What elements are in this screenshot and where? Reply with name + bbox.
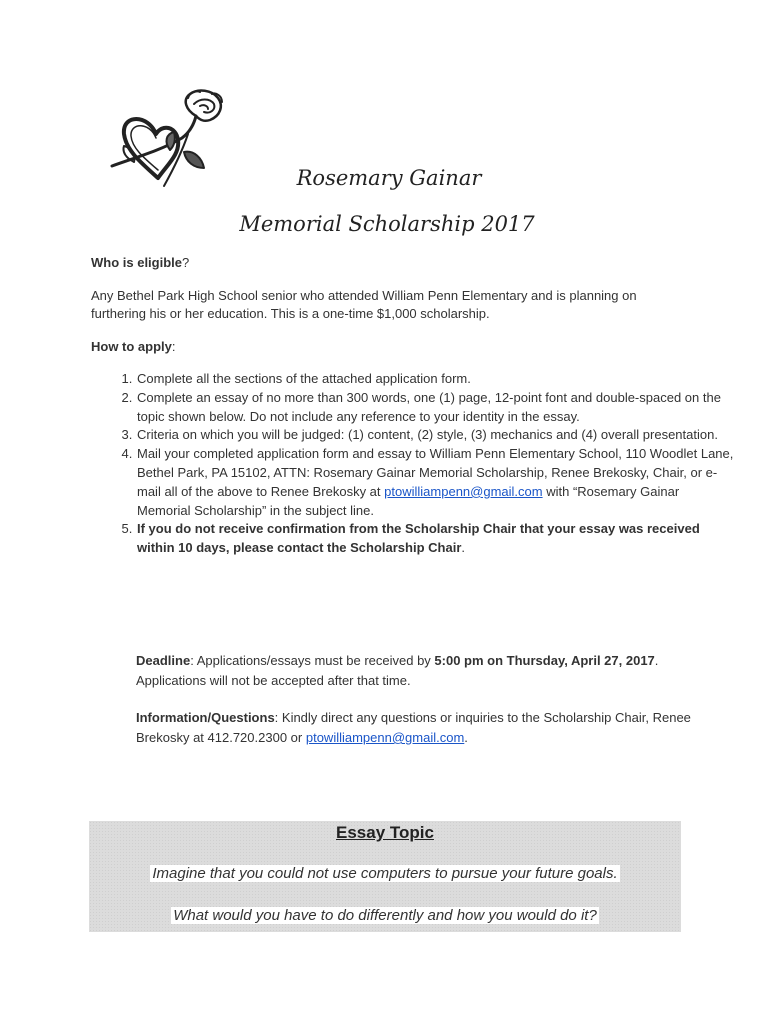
title-line-1: Rosemary Gainar <box>296 166 482 190</box>
step4-email-link[interactable]: ptowilliampenn@gmail.com <box>384 483 543 499</box>
information-label: Information/Questions <box>136 710 275 725</box>
deadline-date: 5:00 pm on Thursday, April 27, 2017 <box>434 653 655 668</box>
apply-heading-punct: : <box>171 339 176 354</box>
apply-step-5 <box>136 520 736 558</box>
apply-heading-text: How to apply <box>91 339 172 354</box>
apply-heading <box>91 338 691 356</box>
apply-step-4-tail: with “Rosemary Gainar Memorial Scholarship” in the subject line. <box>137 483 680 518</box>
eligibility-heading-text: Who is eligible <box>91 255 183 270</box>
essay-topic-line-1 <box>89 865 681 882</box>
deadline-paragraph <box>136 651 692 691</box>
apply-step-4-text: Mail your completed application form and essay to William Penn Elementary School, 110 Woodlet Lane, Bethel Park, PA 15102, ATTN: Rosemary Gainar Memorial Scholarship, Renee Brekosky, Chair, or e-mail all of the above to Renee Brekosky at <box>137 446 734 499</box>
apply-steps-list <box>91 370 736 558</box>
apply-step-5-bold: If you do not receive confirmation from the Scholarship Chair that your essay was received within 10 days, please contact the Scholarship Chair <box>137 521 700 556</box>
apply-step-4 <box>136 445 736 520</box>
deadline-label: Deadline <box>136 653 191 668</box>
title-line-2: Memorial Scholarship 2017 <box>239 212 535 236</box>
essay-line-1-text: Imagine that you could not use computers to pursue your future goals. <box>152 865 618 882</box>
information-text: : Kindly direct any questions or inquiries to the Scholarship Chair, Renee Brekosky at 412.720.2300 or <box>136 710 691 745</box>
apply-step-5-punct: . <box>461 540 465 556</box>
apply-step-1: 1. Complete all the sections of the attached application form. <box>136 370 736 389</box>
eligibility-heading <box>91 254 691 272</box>
apply-step-3: 3. Criteria on which you will be judged: (1) content, (2) style, (3) mechanics and (4) overall presentation. <box>136 426 736 445</box>
information-paragraph <box>136 708 692 748</box>
information-email-link[interactable]: ptowilliampenn@gmail.com <box>305 730 465 745</box>
essay-topic-box <box>89 821 681 932</box>
deadline-text-1: : Applications/essays must be received by <box>190 653 435 668</box>
deadline-text-2: . Applications will not be accepted after that time. <box>136 653 659 688</box>
essay-line-2-text: What would you have to do differently and how you would do it? <box>173 907 597 924</box>
essay-topic-title: Essay Topic <box>336 823 434 842</box>
eligibility-body: Any Bethel Park High School senior who attended William Penn Elementary and is planning on furthering his or her education. This is a one-time $1,000 scholarship. <box>91 288 637 321</box>
information-end: . <box>464 730 468 745</box>
apply-step-2: 2. Complete an essay of no more than 300 words, one (1) page, 12-point font and double-spaced on the topic shown below. Do not include any reference to your identity in the essay. <box>136 389 736 427</box>
eligibility-heading-punct: ? <box>182 255 190 270</box>
essay-topic-line-2 <box>89 907 681 924</box>
